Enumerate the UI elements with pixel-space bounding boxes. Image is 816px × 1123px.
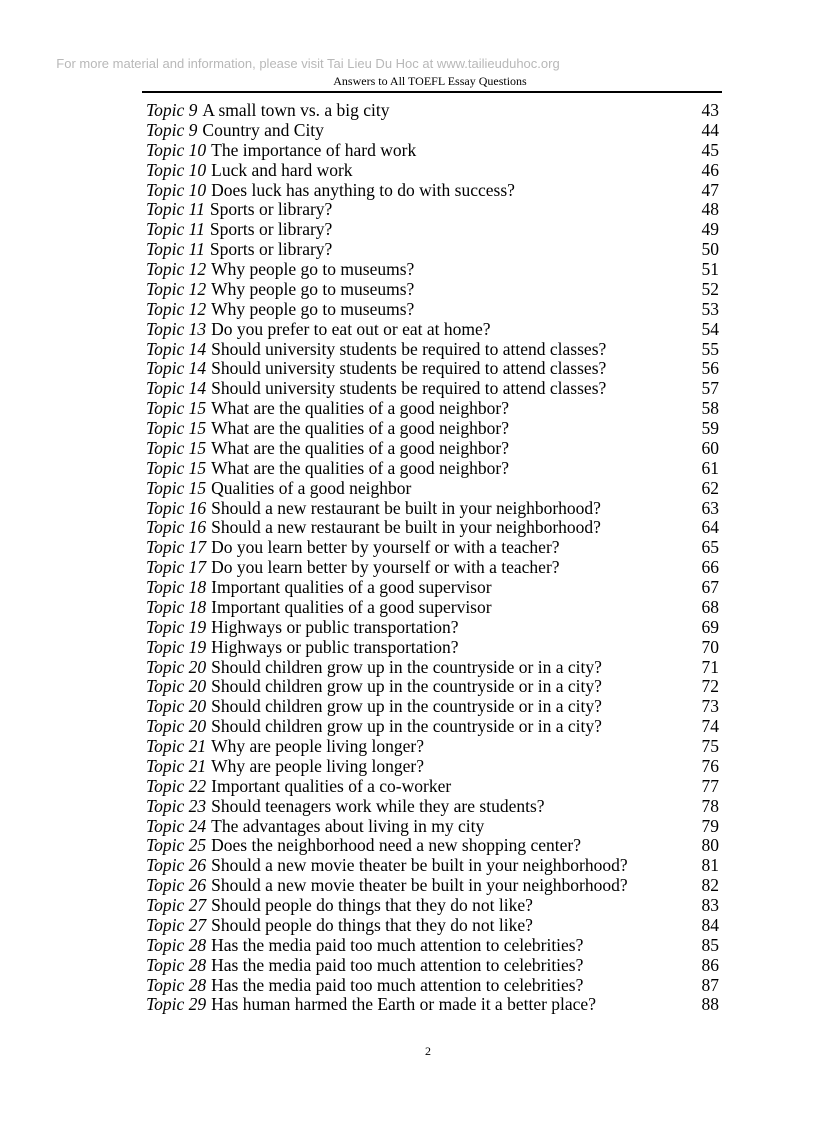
toc-page-number: 86 (701, 954, 719, 975)
toc-title: Sports or library? (209, 219, 333, 240)
toc-page-number: 88 (701, 994, 719, 1015)
toc-title: Should a new movie theater be built in your neighborhood? (211, 855, 628, 876)
toc-topic-label: Topic 19 (146, 636, 207, 657)
toc-title: Has the media paid too much attention to celebrities? (211, 934, 584, 955)
toc-entry[interactable] (146, 717, 719, 737)
toc-topic-label: Topic 18 (146, 577, 207, 597)
toc-topic-label: Topic 12 (146, 259, 207, 279)
toc-page-number: 67 (701, 577, 719, 597)
toc-title: Do you prefer to eat out or eat at home? (211, 318, 491, 339)
toc-topic-label: Topic 24 (146, 815, 207, 836)
toc-page-number: 66 (701, 557, 719, 578)
toc-page-number: 58 (701, 398, 719, 419)
toc-page-number: 54 (701, 318, 719, 339)
toc-title: Important qualities of a good supervisor (211, 577, 492, 597)
toc-entry[interactable] (146, 300, 719, 320)
toc-title: Should teenagers work while they are students? (211, 795, 545, 816)
toc-entry[interactable] (146, 578, 719, 598)
toc-page-number: 55 (701, 338, 719, 359)
toc-topic-label: Topic 28 (146, 974, 207, 995)
toc-entry[interactable] (146, 876, 719, 896)
toc-page-number: 43 (701, 100, 719, 120)
toc-page-number: 74 (701, 716, 719, 737)
toc-page-number: 72 (701, 676, 719, 697)
toc-title: Has human harmed the Earth or made it a better place? (211, 994, 596, 1015)
toc-title: Should university students be required to attend classes? (211, 358, 607, 379)
toc-entry[interactable] (146, 260, 719, 280)
toc-title: Should a new restaurant be built in your neighborhood? (211, 497, 601, 518)
toc-page-number: 45 (701, 139, 719, 160)
toc-entry[interactable] (146, 896, 719, 916)
toc-topic-label: Topic 16 (146, 497, 207, 518)
toc-page-number: 69 (701, 616, 719, 637)
toc-page-number: 77 (701, 775, 719, 796)
toc-entry[interactable] (146, 797, 719, 817)
toc-entry[interactable] (146, 220, 719, 240)
toc-topic-label: Topic 9 (146, 100, 198, 120)
toc-topic-label: Topic 29 (146, 994, 207, 1015)
toc-topic-label: Topic 15 (146, 398, 207, 419)
toc-entry[interactable] (146, 161, 719, 181)
toc-title: Should a new restaurant be built in your neighborhood? (211, 517, 601, 538)
toc-title: Has the media paid too much attention to celebrities? (211, 954, 584, 975)
toc-page-number: 63 (701, 497, 719, 518)
toc-topic-label: Topic 16 (146, 517, 207, 538)
toc-topic-label: Topic 11 (146, 239, 205, 260)
toc-topic-label: Topic 20 (146, 716, 207, 737)
toc-entry[interactable] (146, 200, 719, 220)
toc-title: Should children grow up in the countryside or in a city? (211, 696, 602, 717)
toc-entry[interactable] (146, 757, 719, 777)
toc-title: Do you learn better by yourself or with a teacher? (211, 557, 560, 578)
toc-topic-label: Topic 17 (146, 557, 207, 578)
toc-title: Why people go to museums? (211, 298, 415, 319)
toc-topic-label: Topic 12 (146, 298, 207, 319)
toc-title: Should people do things that they do not like? (211, 895, 533, 915)
toc-topic-label: Topic 15 (146, 457, 207, 478)
toc-topic-label: Topic 28 (146, 954, 207, 975)
toc-entry[interactable] (146, 518, 719, 538)
toc-entry[interactable] (146, 101, 719, 121)
toc-page-number: 65 (701, 537, 719, 558)
toc-topic-label: Topic 20 (146, 696, 207, 717)
toc-entry[interactable] (146, 121, 719, 141)
toc-page-number: 46 (701, 159, 719, 180)
toc-title: A small town vs. a big city (202, 100, 390, 120)
toc-title: The advantages about living in my city (211, 815, 485, 836)
toc-entry[interactable] (146, 280, 719, 300)
toc-topic-label: Topic 19 (146, 616, 207, 637)
toc-topic-label: Topic 28 (146, 934, 207, 955)
toc-title: Should people do things that they do not like? (211, 914, 533, 935)
toc-title: Highways or public transportation? (211, 636, 459, 657)
toc-topic-label: Topic 23 (146, 795, 207, 816)
toc-title: Important qualities of a good supervisor (211, 596, 492, 617)
toc-topic-label: Topic 11 (146, 199, 205, 220)
toc-page-number: 49 (701, 219, 719, 240)
toc-topic-label: Topic 10 (146, 159, 207, 180)
header-rule (142, 91, 722, 93)
toc-page-number: 57 (701, 378, 719, 399)
toc-topic-label: Topic 22 (146, 775, 207, 796)
toc-entry[interactable] (146, 419, 719, 439)
toc-topic-label: Topic 26 (146, 855, 207, 876)
toc-entry[interactable] (146, 141, 719, 161)
toc-entry[interactable] (146, 240, 719, 260)
toc-page-number: 70 (701, 636, 719, 657)
toc-topic-label: Topic 27 (146, 895, 207, 915)
toc-topic-label: Topic 20 (146, 676, 207, 697)
toc-entry[interactable] (146, 836, 719, 856)
toc-title: Qualities of a good neighbor (211, 477, 412, 498)
toc-topic-label: Topic 9 (146, 119, 198, 140)
toc-entry[interactable] (146, 538, 719, 558)
table-of-contents (146, 101, 719, 1015)
toc-topic-label: Topic 27 (146, 914, 207, 935)
toc-entry[interactable] (146, 995, 719, 1015)
toc-page-number: 48 (701, 199, 719, 220)
toc-entry[interactable] (146, 916, 719, 936)
toc-entry[interactable] (146, 359, 719, 379)
toc-entry[interactable] (146, 618, 719, 638)
toc-title: Luck and hard work (211, 159, 353, 180)
toc-topic-label: Topic 14 (146, 378, 207, 399)
toc-page-number: 82 (701, 875, 719, 896)
toc-entry[interactable] (146, 817, 719, 837)
toc-page-number: 87 (701, 974, 719, 995)
toc-title: Do you learn better by yourself or with a teacher? (211, 537, 560, 558)
toc-title: Why are people living longer? (211, 736, 424, 756)
toc-page-number: 73 (701, 696, 719, 717)
toc-title: Why people go to museums? (211, 259, 415, 279)
toc-title: Why people go to museums? (211, 278, 415, 299)
toc-entry[interactable] (146, 379, 719, 399)
toc-topic-label: Topic 15 (146, 437, 207, 458)
toc-title: Why are people living longer? (211, 755, 424, 776)
toc-page-number: 50 (701, 239, 719, 260)
toc-topic-label: Topic 21 (146, 736, 207, 756)
toc-topic-label: Topic 14 (146, 358, 207, 379)
toc-page-number: 56 (701, 358, 719, 379)
toc-topic-label: Topic 21 (146, 755, 207, 776)
toc-title: Should university students be required to attend classes? (211, 338, 607, 359)
toc-page-number: 68 (701, 596, 719, 617)
watermark-link[interactable]: For more material and information, please visit Tai Lieu Du Hoc at www.tailieuduhoc.org (56, 56, 560, 71)
toc-page-number: 76 (701, 755, 719, 776)
toc-entry[interactable] (146, 320, 719, 340)
toc-entry[interactable] (146, 459, 719, 479)
toc-topic-label: Topic 13 (146, 318, 207, 339)
toc-title: What are the qualities of a good neighbor? (211, 437, 510, 458)
toc-title: Sports or library? (209, 239, 333, 260)
toc-title: Should children grow up in the countryside or in a city? (211, 716, 602, 737)
toc-page-number: 60 (701, 437, 719, 458)
toc-entry[interactable] (146, 697, 719, 717)
toc-page-number: 75 (701, 736, 719, 756)
toc-page-number: 61 (701, 457, 719, 478)
toc-title: Country and City (202, 119, 324, 140)
toc-topic-label: Topic 17 (146, 537, 207, 558)
toc-page-number: 81 (701, 855, 719, 876)
toc-title: Should university students be required to attend classes? (211, 378, 607, 399)
toc-entry[interactable] (146, 658, 719, 678)
toc-topic-label: Topic 25 (146, 835, 207, 856)
toc-topic-label: Topic 15 (146, 418, 207, 438)
toc-page-number: 79 (701, 815, 719, 836)
toc-title: Should a new movie theater be built in your neighborhood? (211, 875, 628, 896)
toc-entry[interactable] (146, 737, 719, 757)
toc-topic-label: Topic 10 (146, 139, 207, 160)
toc-title: Sports or library? (209, 199, 333, 220)
toc-entry[interactable] (146, 638, 719, 658)
toc-topic-label: Topic 14 (146, 338, 207, 359)
toc-topic-label: Topic 26 (146, 875, 207, 896)
toc-entry[interactable] (146, 181, 719, 201)
toc-title: Has the media paid too much attention to celebrities? (211, 974, 584, 995)
toc-topic-label: Topic 18 (146, 596, 207, 617)
page-number: 2 (425, 1044, 431, 1058)
toc-title: Should children grow up in the countryside or in a city? (211, 676, 602, 697)
toc-title: Does the neighborhood need a new shopping center? (211, 835, 581, 856)
toc-page-number: 71 (701, 656, 719, 677)
toc-topic-label: Topic 11 (146, 219, 205, 240)
toc-page-number: 52 (701, 278, 719, 299)
toc-page-number: 85 (701, 934, 719, 955)
toc-entry[interactable] (146, 976, 719, 996)
toc-page-number: 62 (701, 477, 719, 498)
toc-page-number: 59 (701, 418, 719, 438)
toc-title: Should children grow up in the countryside or in a city? (211, 656, 602, 677)
toc-entry[interactable] (146, 777, 719, 797)
toc-entry[interactable] (146, 439, 719, 459)
toc-page-number: 44 (701, 119, 719, 140)
toc-entry[interactable] (146, 479, 719, 499)
toc-topic-label: Topic 20 (146, 656, 207, 677)
running-header: Answers to All TOEFL Essay Questions (333, 74, 527, 88)
toc-entry[interactable] (146, 558, 719, 578)
toc-title: What are the qualities of a good neighbor? (211, 418, 510, 438)
toc-entry[interactable] (146, 598, 719, 618)
toc-page-number: 83 (701, 895, 719, 915)
toc-entry[interactable] (146, 936, 719, 956)
toc-title: Important qualities of a co-worker (211, 775, 452, 796)
toc-page-number: 78 (701, 795, 719, 816)
toc-title: Highways or public transportation? (211, 616, 459, 637)
toc-entry[interactable] (146, 340, 719, 360)
toc-entry[interactable] (146, 956, 719, 976)
toc-topic-label: Topic 10 (146, 179, 207, 200)
toc-entry[interactable] (146, 677, 719, 697)
toc-entry[interactable] (146, 856, 719, 876)
toc-title: The importance of hard work (211, 139, 417, 160)
toc-entry[interactable] (146, 499, 719, 519)
toc-page-number: 51 (701, 259, 719, 279)
toc-title: What are the qualities of a good neighbor? (211, 457, 510, 478)
toc-page-number: 64 (701, 517, 719, 538)
toc-page-number: 80 (701, 835, 719, 856)
toc-topic-label: Topic 12 (146, 278, 207, 299)
toc-page-number: 84 (701, 914, 719, 935)
toc-title: Does luck has anything to do with success? (211, 179, 515, 200)
toc-page-number: 53 (701, 298, 719, 319)
toc-page-number: 47 (701, 179, 719, 200)
toc-title: What are the qualities of a good neighbor? (211, 398, 510, 419)
toc-entry[interactable] (146, 399, 719, 419)
toc-topic-label: Topic 15 (146, 477, 207, 498)
